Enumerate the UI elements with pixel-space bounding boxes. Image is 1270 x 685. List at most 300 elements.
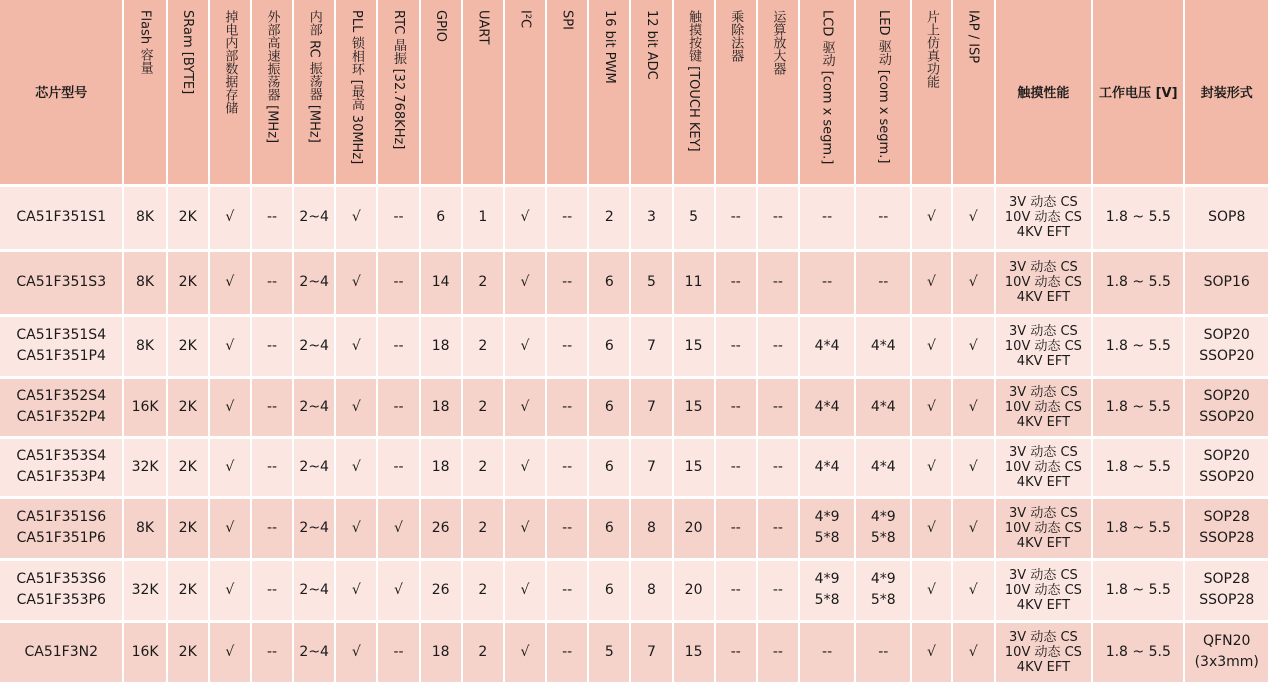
cell-hsi <box>293 621 335 683</box>
cell-i2c-line: √ <box>520 398 530 415</box>
cell-rtc <box>377 185 419 250</box>
cell-touch-line: 15 <box>684 398 703 415</box>
cell-lcd <box>799 497 855 559</box>
cell-rtc-line: -- <box>393 274 404 290</box>
cell-touchperf <box>995 377 1092 437</box>
cell-muldiv <box>715 437 757 497</box>
cell-uart <box>462 315 504 377</box>
cell-spi-line: -- <box>562 458 573 475</box>
cell-gpio-line: 26 <box>431 581 450 598</box>
cell-touchperf-line: 10V 动态 CS <box>1004 399 1082 415</box>
cell-hse <box>251 315 293 377</box>
cell-hse-line: -- <box>266 337 278 354</box>
cell-package <box>1184 315 1269 377</box>
cell-touchperf-line: 3V 动态 CS <box>1009 323 1078 339</box>
cell-uart <box>462 497 504 559</box>
cell-touchperf-line: 4KV EFT <box>1016 474 1071 490</box>
cell-rtc <box>377 437 419 497</box>
cell-model-line: CA51F352P4 <box>16 409 106 425</box>
cell-adc <box>630 250 672 315</box>
header-iap-label: IAP / ISP <box>965 10 981 64</box>
cell-touch <box>673 559 715 621</box>
cell-spi <box>546 437 588 497</box>
cell-rtc-line: -- <box>393 643 404 660</box>
cell-adc <box>630 437 672 497</box>
cell-led-line: -- <box>878 274 889 290</box>
cell-led <box>855 621 911 683</box>
header-touch-label: 触摸按键 [TOUCH KEY] <box>686 10 702 152</box>
cell-pll <box>335 497 377 559</box>
cell-ice-line: √ <box>927 337 936 354</box>
header-opamp <box>757 0 799 185</box>
cell-eeprom-line: √ <box>225 519 235 536</box>
cell-touchperf <box>995 497 1092 559</box>
cell-pll-line: √ <box>351 519 361 536</box>
cell-lcd <box>799 621 855 683</box>
cell-hse <box>251 437 293 497</box>
cell-touch-line: 15 <box>684 458 703 475</box>
cell-touch-line: 15 <box>684 337 703 354</box>
cell-model <box>0 250 123 315</box>
cell-flash-line: 8K <box>136 337 155 354</box>
cell-uart-line: 2 <box>478 581 488 598</box>
header-pll <box>335 0 377 185</box>
cell-touchperf <box>995 621 1092 683</box>
cell-muldiv-line: -- <box>730 519 741 536</box>
cell-rtc-line: -- <box>393 458 404 475</box>
header-muldiv <box>715 0 757 185</box>
cell-voltage <box>1092 377 1184 437</box>
cell-package <box>1184 250 1269 315</box>
cell-rtc-line: -- <box>393 337 404 354</box>
cell-package-line: SSOP20 <box>1199 469 1255 485</box>
cell-ice-line: √ <box>927 398 936 415</box>
cell-pll-line: √ <box>351 643 361 660</box>
cell-opamp <box>757 185 799 250</box>
cell-lcd-line: 5*8 <box>814 592 840 608</box>
cell-hsi-line: 2~4 <box>299 581 329 598</box>
cell-adc <box>630 497 672 559</box>
cell-voltage <box>1092 250 1184 315</box>
cell-muldiv-line: -- <box>730 581 741 598</box>
cell-ice <box>911 250 951 315</box>
cell-lcd <box>799 559 855 621</box>
cell-opamp-line: -- <box>772 337 783 354</box>
cell-sram-line: 2K <box>178 581 197 598</box>
header-gpio <box>420 0 462 185</box>
cell-opamp <box>757 250 799 315</box>
cell-touchperf-line: 4KV EFT <box>1016 225 1071 240</box>
header-package <box>1184 0 1269 185</box>
cell-touchperf <box>995 185 1092 250</box>
cell-touchperf-line: 3V 动态 CS <box>1009 195 1078 210</box>
cell-pwm <box>588 250 630 315</box>
cell-touchperf-line: 10V 动态 CS <box>1004 520 1082 536</box>
header-rtc-label: RTC 晶振 [32.768KHz] <box>391 10 406 150</box>
cell-lcd <box>799 250 855 315</box>
cell-voltage-line: 1.8 ~ 5.5 <box>1105 519 1171 536</box>
cell-touch <box>673 377 715 437</box>
table-row <box>0 250 1269 315</box>
cell-i2c-line: √ <box>520 643 530 660</box>
cell-sram-line: 2K <box>178 643 197 660</box>
cell-rtc <box>377 497 419 559</box>
header-muldiv-label: 乘除法器 <box>728 10 744 62</box>
cell-model <box>0 559 123 621</box>
cell-opamp <box>757 497 799 559</box>
cell-lcd-line: -- <box>822 643 833 660</box>
cell-led-line: 5*8 <box>870 530 896 546</box>
cell-package-line: (3x3mm) <box>1194 654 1259 670</box>
cell-lcd-line: 4*4 <box>814 337 840 354</box>
cell-opamp-line: -- <box>772 458 783 475</box>
cell-eeprom <box>209 621 251 683</box>
header-hse-label: 外部高速振荡器 [MHz] <box>264 10 280 144</box>
cell-adc-line: 7 <box>646 337 656 354</box>
cell-model-line: CA51F353S4 <box>16 448 107 464</box>
cell-sram <box>167 315 209 377</box>
cell-muldiv-line: -- <box>730 398 741 415</box>
cell-ice-line: √ <box>927 643 936 660</box>
cell-muldiv <box>715 559 757 621</box>
cell-flash <box>123 185 166 250</box>
header-flash-label: Flash 容量 <box>137 10 153 75</box>
cell-model-line: CA51F351S4 <box>16 327 107 343</box>
cell-opamp <box>757 377 799 437</box>
cell-muldiv <box>715 315 757 377</box>
header-adc <box>630 0 672 185</box>
cell-gpio <box>420 185 462 250</box>
cell-package-line: SOP28 <box>1203 509 1250 525</box>
cell-pll <box>335 377 377 437</box>
cell-lcd-line: 4*4 <box>814 458 840 475</box>
cell-rtc-line: -- <box>393 398 404 415</box>
cell-touchperf-line: 4KV EFT <box>1016 597 1071 613</box>
cell-model <box>0 315 123 377</box>
cell-rtc-line: √ <box>394 581 403 598</box>
cell-hsi-line: 2~4 <box>299 274 329 290</box>
header-package-label: 封装形式 <box>1200 86 1253 102</box>
cell-pwm <box>588 559 630 621</box>
cell-hsi-line: 2~4 <box>299 337 329 354</box>
cell-package-line: SOP8 <box>1208 209 1246 225</box>
cell-package-line: SSOP28 <box>1199 592 1255 608</box>
cell-hse-line: -- <box>266 519 278 536</box>
cell-iap-line: √ <box>968 337 978 354</box>
cell-adc-line: 7 <box>646 458 656 475</box>
cell-touch <box>673 315 715 377</box>
cell-hse-line: -- <box>266 581 278 598</box>
cell-package-line: SSOP20 <box>1199 348 1255 364</box>
cell-package <box>1184 497 1269 559</box>
cell-iap-line: √ <box>968 209 978 225</box>
cell-sram <box>167 559 209 621</box>
cell-package-line: SOP20 <box>1203 327 1250 343</box>
cell-gpio <box>420 497 462 559</box>
cell-package <box>1184 621 1269 683</box>
cell-opamp <box>757 315 799 377</box>
cell-i2c <box>504 437 546 497</box>
cell-hsi-line: 2~4 <box>299 519 329 536</box>
cell-hse-line: -- <box>266 643 278 660</box>
cell-iap <box>952 621 995 683</box>
cell-iap-line: √ <box>968 274 978 290</box>
cell-led <box>855 559 911 621</box>
header-pwm-label: 16 bit PWM <box>601 10 617 84</box>
cell-touch <box>673 185 715 250</box>
cell-rtc <box>377 250 419 315</box>
cell-touchperf-line: 4KV EFT <box>1016 414 1071 430</box>
cell-eeprom-line: √ <box>225 581 235 598</box>
cell-model <box>0 621 123 683</box>
cell-i2c <box>504 250 546 315</box>
cell-iap-line: √ <box>968 458 978 475</box>
cell-gpio-line: 6 <box>436 209 446 225</box>
cell-voltage-line: 1.8 ~ 5.5 <box>1105 398 1171 415</box>
header-led <box>855 0 911 185</box>
cell-adc <box>630 621 672 683</box>
header-lcd <box>799 0 855 185</box>
cell-adc-line: 7 <box>646 398 656 415</box>
cell-spi <box>546 185 588 250</box>
cell-muldiv-line: -- <box>730 458 741 475</box>
cell-led-line: -- <box>878 209 889 225</box>
cell-touchperf-line: 3V 动态 CS <box>1009 567 1078 583</box>
cell-model-line: CA51F351S6 <box>16 509 107 525</box>
cell-pwm-line: 6 <box>604 398 614 415</box>
cell-voltage-line: 1.8 ~ 5.5 <box>1105 337 1171 354</box>
cell-uart-line: 2 <box>478 643 488 660</box>
cell-ice <box>911 315 951 377</box>
header-gpio-label: GPIO <box>433 10 449 42</box>
cell-pwm <box>588 497 630 559</box>
cell-uart-line: 2 <box>478 337 488 354</box>
cell-led-line: -- <box>878 643 889 660</box>
cell-opamp-line: -- <box>772 643 783 660</box>
cell-led <box>855 377 911 437</box>
header-i2c-label: I²C <box>517 10 533 29</box>
cell-hse <box>251 497 293 559</box>
cell-flash-line: 32K <box>131 458 159 475</box>
header-iap <box>952 0 995 185</box>
header-spi <box>546 0 588 185</box>
cell-led-line: 4*4 <box>870 458 896 475</box>
cell-lcd <box>799 315 855 377</box>
cell-hsi <box>293 250 335 315</box>
cell-lcd-line: 4*9 <box>814 571 840 587</box>
cell-eeprom <box>209 377 251 437</box>
cell-eeprom <box>209 250 251 315</box>
cell-hse <box>251 559 293 621</box>
cell-spi-line: -- <box>562 209 573 225</box>
cell-pll-line: √ <box>351 398 361 415</box>
header-ice-label: 片上仿真功能 <box>924 10 939 88</box>
cell-led-line: 4*9 <box>870 571 896 587</box>
cell-i2c-line: √ <box>520 337 530 354</box>
cell-sram-line: 2K <box>178 519 197 536</box>
cell-hse-line: -- <box>266 398 278 415</box>
cell-muldiv-line: -- <box>730 643 741 660</box>
cell-ice-line: √ <box>927 209 936 225</box>
cell-pll <box>335 621 377 683</box>
cell-touchperf-line: 4KV EFT <box>1016 659 1071 675</box>
cell-led-line: 4*4 <box>870 398 896 415</box>
cell-sram <box>167 437 209 497</box>
cell-touch-line: 15 <box>684 643 703 660</box>
cell-gpio <box>420 437 462 497</box>
cell-gpio <box>420 315 462 377</box>
cell-ice-line: √ <box>927 274 936 290</box>
cell-touchperf-line: 10V 动态 CS <box>1004 459 1082 475</box>
cell-spi-line: -- <box>562 337 573 354</box>
cell-touchperf-line: 4KV EFT <box>1016 535 1071 551</box>
cell-touchperf-line: 3V 动态 CS <box>1009 444 1078 460</box>
cell-i2c-line: √ <box>520 458 530 475</box>
cell-model <box>0 185 123 250</box>
header-voltage-label: 工作电压 [V] <box>1099 86 1178 102</box>
cell-voltage <box>1092 497 1184 559</box>
cell-gpio <box>420 559 462 621</box>
cell-pll-line: √ <box>351 209 361 225</box>
cell-eeprom-line: √ <box>225 458 235 475</box>
header-model-label: 芯片型号 <box>35 86 88 102</box>
cell-opamp-line: -- <box>772 398 783 415</box>
cell-iap <box>952 559 995 621</box>
cell-eeprom <box>209 497 251 559</box>
cell-package <box>1184 185 1269 250</box>
cell-ice-line: √ <box>927 581 936 598</box>
cell-touch-line: 11 <box>684 274 703 290</box>
cell-gpio-line: 26 <box>431 519 450 536</box>
cell-pwm <box>588 315 630 377</box>
cell-gpio-line: 18 <box>431 643 450 660</box>
cell-touchperf <box>995 437 1092 497</box>
cell-lcd <box>799 377 855 437</box>
cell-spi-line: -- <box>562 274 573 290</box>
cell-uart <box>462 377 504 437</box>
cell-muldiv-line: -- <box>730 274 741 290</box>
cell-touchperf-line: 10V 动态 CS <box>1004 210 1082 225</box>
cell-sram <box>167 377 209 437</box>
cell-touchperf <box>995 315 1092 377</box>
cell-rtc <box>377 621 419 683</box>
cell-gpio <box>420 377 462 437</box>
cell-ice-line: √ <box>927 458 936 475</box>
cell-voltage-line: 1.8 ~ 5.5 <box>1105 458 1171 475</box>
cell-iap-line: √ <box>968 519 978 536</box>
cell-hse <box>251 185 293 250</box>
cell-sram-line: 2K <box>178 274 197 290</box>
cell-spi-line: -- <box>562 581 573 598</box>
cell-hsi-line: 2~4 <box>299 643 329 660</box>
header-eeprom <box>209 0 251 185</box>
cell-led-line: 4*4 <box>870 337 896 354</box>
cell-touchperf-line: 3V 动态 CS <box>1009 505 1078 521</box>
header-hsi-label: 内部 RC 振荡器 [MHz] <box>306 10 322 143</box>
cell-hsi-line: 2~4 <box>299 398 329 415</box>
cell-rtc <box>377 559 419 621</box>
cell-pwm <box>588 185 630 250</box>
cell-iap <box>952 437 995 497</box>
cell-iap <box>952 250 995 315</box>
cell-iap-line: √ <box>968 398 978 415</box>
cell-led <box>855 497 911 559</box>
cell-gpio <box>420 250 462 315</box>
cell-pwm <box>588 377 630 437</box>
cell-i2c-line: √ <box>520 519 530 536</box>
cell-uart <box>462 250 504 315</box>
table-header <box>0 0 1269 185</box>
cell-flash-line: 8K <box>136 209 155 225</box>
cell-spi-line: -- <box>562 643 573 660</box>
cell-gpio-line: 18 <box>431 337 450 354</box>
header-touchperf <box>995 0 1092 185</box>
cell-model-line: CA51F3N2 <box>24 643 98 660</box>
cell-eeprom-line: √ <box>225 209 235 225</box>
cell-i2c-line: √ <box>520 209 530 225</box>
cell-pll-line: √ <box>351 337 361 354</box>
cell-sram-line: 2K <box>178 458 197 475</box>
cell-touchperf-line: 3V 动态 CS <box>1009 384 1078 400</box>
cell-ice <box>911 437 951 497</box>
cell-opamp <box>757 437 799 497</box>
cell-hse-line: -- <box>266 274 278 290</box>
cell-package-line: SSOP20 <box>1199 409 1255 425</box>
cell-model-line: CA51F353P4 <box>16 469 106 485</box>
cell-ice-line: √ <box>927 519 936 536</box>
cell-pwm-line: 2 <box>604 209 614 225</box>
cell-ice <box>911 377 951 437</box>
cell-touch <box>673 437 715 497</box>
cell-model-line: CA51F351S3 <box>16 274 107 290</box>
header-hse <box>251 0 293 185</box>
cell-spi <box>546 315 588 377</box>
cell-touchperf <box>995 250 1092 315</box>
cell-pll-line: √ <box>351 581 361 598</box>
cell-model <box>0 497 123 559</box>
cell-ice <box>911 559 951 621</box>
cell-adc <box>630 185 672 250</box>
cell-muldiv <box>715 377 757 437</box>
cell-flash-line: 8K <box>136 274 155 290</box>
cell-opamp-line: -- <box>772 581 783 598</box>
cell-i2c <box>504 185 546 250</box>
cell-voltage <box>1092 185 1184 250</box>
header-spi-label: SPI <box>559 10 575 30</box>
cell-hse <box>251 250 293 315</box>
cell-hsi <box>293 437 335 497</box>
cell-flash <box>123 559 166 621</box>
cell-eeprom <box>209 315 251 377</box>
cell-iap-line: √ <box>968 643 978 660</box>
cell-adc-line: 8 <box>646 519 656 536</box>
cell-lcd-line: 4*4 <box>814 398 840 415</box>
cell-package-line: QFN20 <box>1203 633 1251 649</box>
cell-pll <box>335 185 377 250</box>
cell-touch-line: 20 <box>684 519 703 536</box>
cell-pwm <box>588 437 630 497</box>
cell-touchperf-line: 4KV EFT <box>1016 290 1071 305</box>
cell-adc-line: 7 <box>646 643 656 660</box>
table-row <box>0 621 1269 683</box>
cell-gpio-line: 14 <box>431 274 450 290</box>
cell-eeprom <box>209 559 251 621</box>
table-row <box>0 437 1269 497</box>
cell-i2c <box>504 315 546 377</box>
cell-model <box>0 377 123 437</box>
cell-iap <box>952 377 995 437</box>
cell-opamp <box>757 559 799 621</box>
